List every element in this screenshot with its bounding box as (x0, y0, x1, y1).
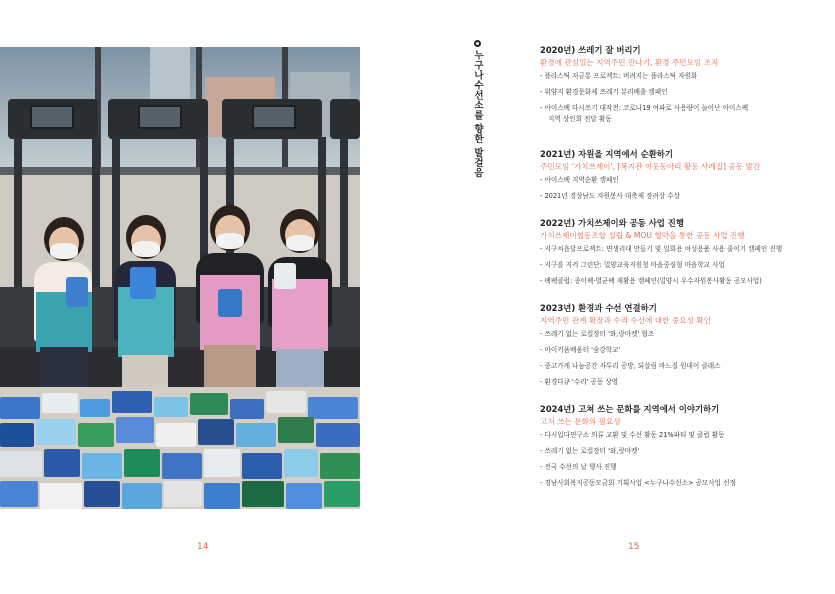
treadmill-post (340, 137, 348, 287)
group-photo (0, 47, 360, 509)
person (108, 215, 182, 387)
vertical-section-title: 누구나수선소를 향한 발걸음 (470, 40, 484, 178)
bullet-dot-icon (474, 40, 481, 47)
section-subtitle: 환경에 관심있는 지역주민 만나기, 환경 주민모임 조직 (540, 58, 719, 67)
person (262, 209, 338, 387)
list-item: - 쓰레기 없는 로컬장터 '와,랑마켓' (540, 447, 640, 455)
list-item: - 아이키움배움터 '숲강학교' (540, 346, 621, 354)
treadmill-console (330, 99, 360, 139)
list-item: - 경남사회복지공동모금회 기획사업 <누구나수선소> 공모사업 선정 (540, 479, 736, 487)
section-subtitle: 주민모임 '가치쓰제이', [복지관 이웃동아리 활동 사례집] 공동 발간 (540, 162, 761, 171)
section-title: 2022년) 가치쓰제이와 공동 사업 진행 (540, 218, 684, 228)
list-item: - 아이스팩 다시쓰기 대작전: 코로나19 여파로 사용량이 늘어난 아이스팩 (540, 104, 749, 112)
left-page (0, 0, 417, 594)
timeline-section-2022 (540, 217, 800, 286)
timeline-section-2023 (540, 302, 800, 387)
timeline-section-2021 (540, 148, 800, 201)
list-item-continuation: 지역 상인회 전달 활동 (548, 115, 612, 123)
treadmill-post (14, 137, 22, 287)
list-item: - 전국 수선의 날 행사 진행 (540, 463, 617, 471)
page-number-left: 14 (197, 542, 209, 552)
section-title: 2023년) 환경과 수선 연결하기 (540, 303, 657, 313)
list-item: - 플라스틱 저금통 프로젝트: 버려지는 플라스틱 자원화 (540, 72, 698, 80)
window-sill (0, 167, 360, 175)
list-item: - 팩팩클럽: 종이팩·멸균팩 재활용 캠페인(밀양시 우수자원봉사활동 공모사업) (540, 277, 762, 285)
list-item: - 2021년 경상남도 자원봉사 대축제 장려상 수상 (540, 192, 681, 200)
treadmill-screen (30, 105, 74, 129)
treadmill-screen (252, 105, 296, 129)
list-item: - 환경다큐 '수리' 공동 상영 (540, 378, 619, 386)
list-item: - 중고가게 나눔공간 자투리 공방, 되살림 바느질 원데이 클래스 (540, 362, 721, 370)
timeline-content (540, 44, 800, 494)
section-subtitle: 지역주민 관계 확장과 수리 수선에 대한 중요성 확인 (540, 316, 711, 325)
page-number-right: 15 (628, 542, 640, 552)
section-title: 2020년) 쓰레기 잘 버리기 (540, 45, 641, 55)
list-item: - 위양지 환경문화제 쓰레기 분리배출 캠페인 (540, 88, 668, 96)
timeline-section-2020 (540, 44, 800, 124)
list-item: - 지구처음달프로젝트: 면생리대 만들기 및 일회용 여성용품 사용 줄이기 캠페인 진행 (540, 245, 783, 253)
timeline-section-2024 (540, 403, 800, 488)
section-title: 2021년) 자원을 지역에서 순환하기 (540, 149, 673, 159)
treadmill-screen (138, 105, 182, 129)
list-item: - 아이스팩 지역순환 캠페인 (540, 176, 619, 184)
list-item: - 다시입다연구소 의류 교환 및 수선 활동 21%파티 및 클럽 활동 (540, 431, 725, 439)
section-subtitle: 가치쓰제이협동조합 설립 & MOU 협약을 통한 공동 사업 진행 (540, 231, 745, 240)
section-title: 2024년) 고쳐 쓰는 문화를 지역에서 이야기하기 (540, 404, 720, 414)
section-subtitle: 고쳐 쓰는 문화의 필요성 (540, 417, 621, 426)
list-item: - 지구를 지켜 그린단: 밀양교육지원청 마을중심형 마을학교 사업 (540, 261, 725, 269)
list-item: - 쓰레기 없는 로컬장터 '와,랑마켓' 협조 (540, 330, 655, 338)
person (28, 217, 98, 387)
floor-with-ice-packs (0, 387, 360, 509)
person (190, 205, 270, 387)
